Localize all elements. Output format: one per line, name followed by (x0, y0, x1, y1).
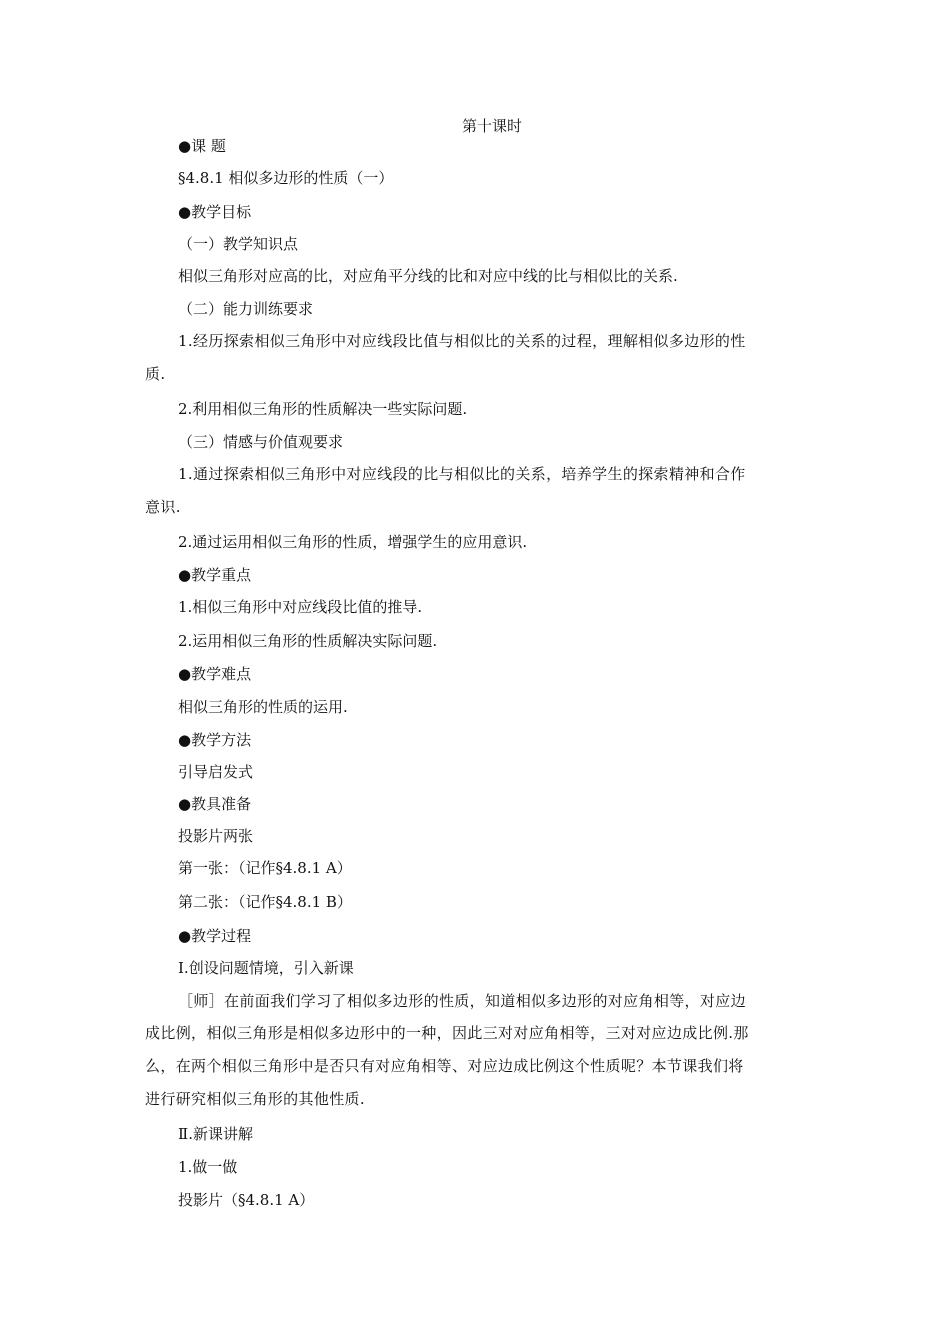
subheading-step-1: Ⅰ.创设问题情境，引入新课 (178, 959, 354, 977)
subheading-values: （三）情感与价值观要求 (178, 433, 344, 451)
paragraph: 第一张：（记作§4.8.1 A） (178, 859, 352, 877)
paragraph: 2.利用相似三角形的性质解决一些实际问题. (178, 400, 468, 418)
paragraph: ［师］在前面我们学习了相似多边形的性质，知道相似多边形的对应角相等，对应边 (178, 992, 746, 1010)
topic-text: §4.8.1 相似多边形的性质（一） (178, 169, 394, 187)
paragraph: 投影片两张 (178, 827, 254, 845)
paragraph: 相似三角形对应高的比，对应角平分线的比和对应中线的比与相似比的关系. (178, 267, 678, 285)
section-heading-difficulty: ●教学难点 (178, 665, 252, 683)
subheading-step-2: Ⅱ.新课讲解 (178, 1125, 253, 1143)
paragraph-continuation: 么，在两个相似三角形中是否只有对应角相等、对应边成比例这个性质呢？本节课我们将 (145, 1057, 744, 1075)
section-heading-method: ●教学方法 (178, 731, 252, 749)
section-heading-process: ●教学过程 (178, 927, 252, 945)
paragraph: 第二张：（记作§4.8.1 B） (178, 893, 352, 911)
paragraph: 引导启发式 (178, 763, 254, 781)
paragraph: 投影片（§4.8.1 A） (178, 1191, 315, 1209)
paragraph: 1.做一做 (178, 1158, 238, 1176)
paragraph-continuation: 质. (145, 365, 166, 383)
paragraph: 1.相似三角形中对应线段比值的推导. (178, 598, 423, 616)
paragraph: 1.经历探索相似三角形中对应线段比值与相似比的关系的过程，理解相似多边形的性 (178, 332, 746, 350)
paragraph: 1.通过探索相似三角形中对应线段的比与相似比的关系，培养学生的探索精神和合作 (178, 465, 746, 483)
section-heading-materials: ●教具准备 (178, 795, 252, 813)
paragraph-continuation: 成比例，相似三角形是相似多边形中的一种，因此三对对应角相等，三对对应边成比例.那 (145, 1024, 749, 1042)
section-heading-objectives: ●教学目标 (178, 203, 252, 221)
lesson-title: 第十课时 (461, 117, 522, 135)
section-heading-key-points: ●教学重点 (178, 566, 252, 584)
paragraph: 2.通过运用相似三角形的性质，增强学生的应用意识. (178, 533, 528, 551)
paragraph-continuation: 意识. (145, 498, 181, 516)
subheading-knowledge: （一）教学知识点 (178, 235, 299, 253)
paragraph: 2.运用相似三角形的性质解决实际问题. (178, 632, 438, 650)
paragraph: 相似三角形的性质的运用. (178, 698, 348, 716)
paragraph-continuation: 进行研究相似三角形的其他性质. (145, 1090, 366, 1108)
subheading-ability: （二）能力训练要求 (178, 300, 314, 318)
section-heading-topic: ●课 题 (178, 137, 226, 155)
